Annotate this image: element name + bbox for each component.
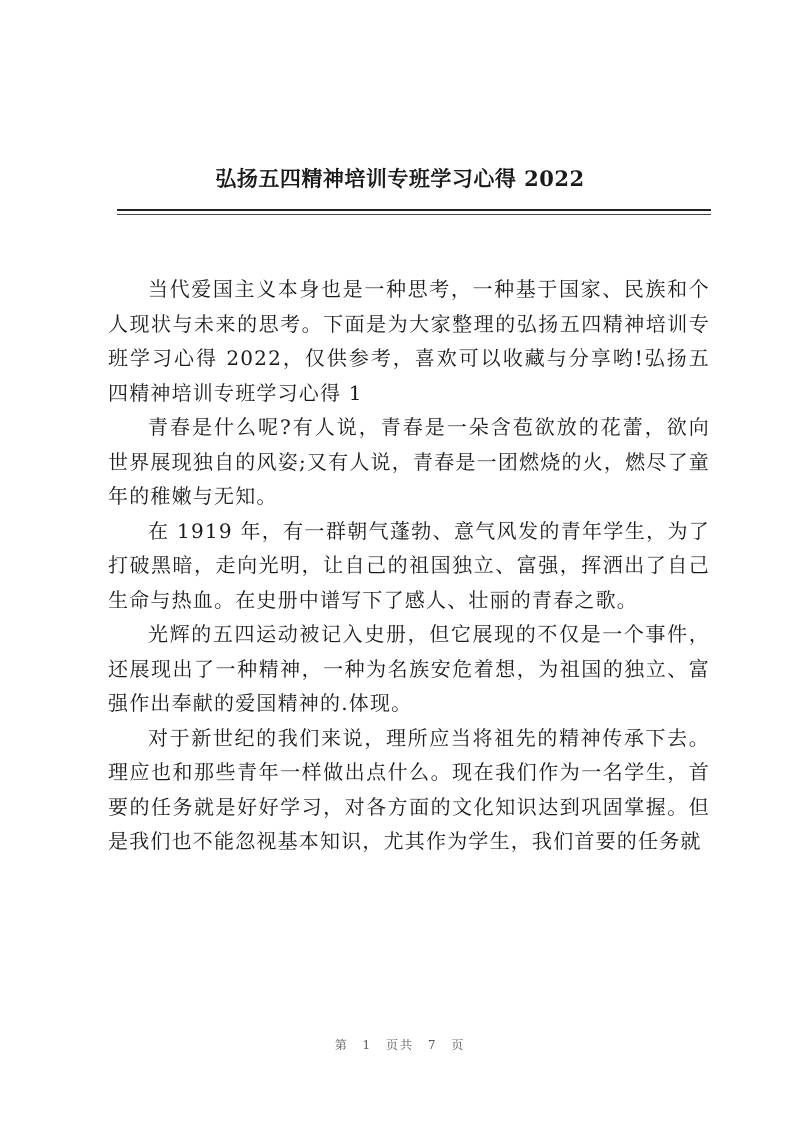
page-number-footer: 第 1 页共 7 页	[334, 1038, 466, 1052]
paragraph-youth: 青春是什么呢?有人说，青春是一朵含苞欲放的花蕾，欲向世界展现独自的风姿;又有人说，青春是一团燃烧的火，燃尽了童年的稚嫩与无知。	[108, 415, 710, 508]
document-body	[108, 272, 710, 859]
title-divider-thin	[117, 214, 711, 215]
paragraph-may-fourth: 光辉的五四运动被记入史册，但它展现的不仅是一个事件，还展现出了一种精神，一种为名族安危着想，为祖国的独立、富强作出奉献的爱国精神的.体现。	[108, 622, 710, 715]
document-title: 弘扬五四精神培训专班学习心得 2022	[215, 166, 585, 191]
title-divider	[117, 209, 711, 211]
paragraph-intro: 当代爱国主义本身也是一种思考，一种基于国家、民族和个人现状与未来的思考。下面是为大家整理的弘扬五四精神培训专班学习心得 2022，仅供参考，喜欢可以收藏与分享哟!弘扬五四精神培训专班学习心得 1	[108, 277, 710, 405]
paragraph-1919: 在 1919 年，有一群朝气蓬勃、意气风发的青年学生，为了打破黑暗，走向光明，让自己的祖国独立、富强，挥洒出了自己生命与热血。在史册中谱写下了感人、壮丽的青春之歌。	[108, 518, 710, 612]
paragraph-new-century: 对于新世纪的我们来说，理所应当将祖先的精神传承下去。理应也和那些青年一样做出点什么。现在我们作为一名学生，首要的任务就是好好学习，对各方面的文化知识达到巩固掌握。但是我们也不能忽视基本知识，尤其作为学生，我们首要的任务就	[108, 725, 710, 853]
